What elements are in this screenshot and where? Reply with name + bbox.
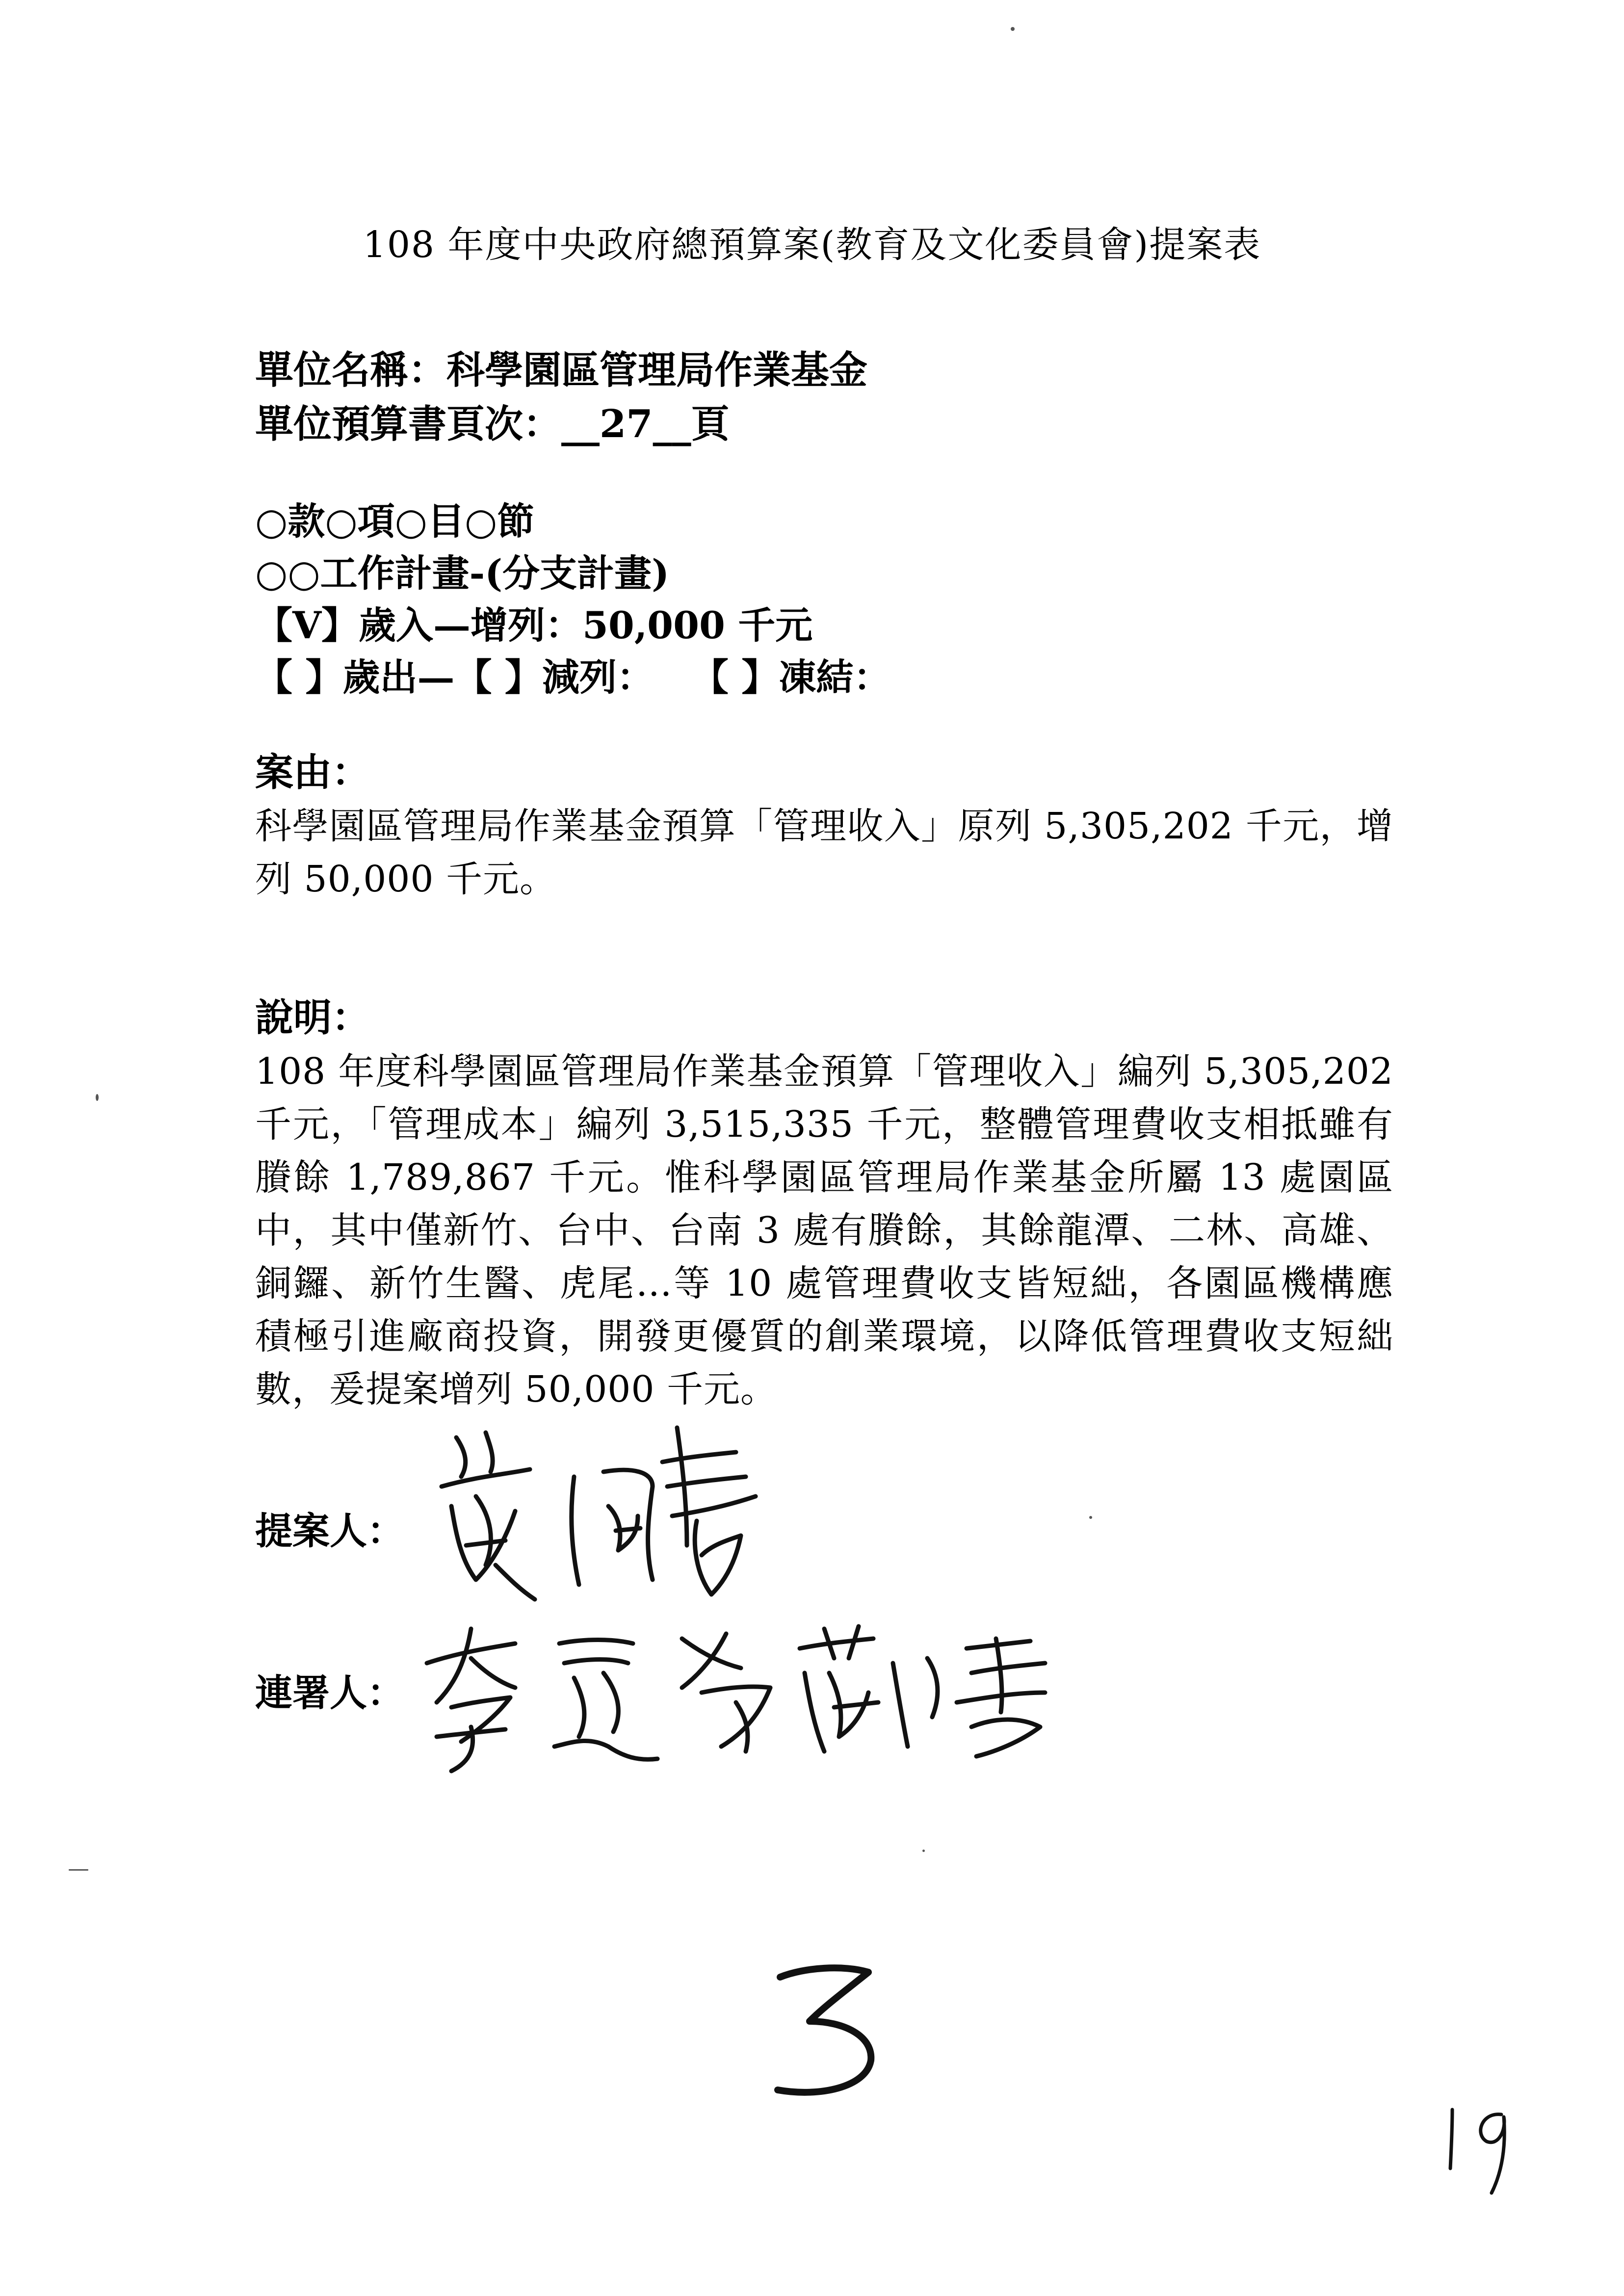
unit-page-line — [255, 397, 1393, 451]
scan-speck — [1011, 27, 1015, 31]
unit-name-value: 科學園區管理局作業基金 — [446, 348, 868, 392]
reason-heading: 案由： — [255, 750, 370, 795]
unit-name-label: 單位名稱： — [255, 348, 447, 392]
scan-speck — [922, 1850, 925, 1852]
explanation-section — [255, 991, 1393, 1416]
budget-line-2: ○○工作計畫-(分支計畫) — [255, 551, 670, 595]
page-title: 108 年度中央政府總預算案(教育及文化委員會)提案表 — [363, 224, 1261, 266]
scan-speck — [1089, 1516, 1092, 1519]
unit-page-label: 單位預算書頁次： — [255, 402, 562, 446]
budget-section — [255, 496, 1393, 704]
budget-line-3: 【V】歲入—增列：50,000 千元 — [255, 603, 813, 647]
unit-page-prefix: __ — [561, 402, 600, 446]
proposer-label: 提案人： — [255, 1509, 404, 1553]
unit-name-line — [255, 343, 1393, 397]
handwritten-item-number — [765, 1957, 893, 2105]
cosigner-signature — [407, 1619, 1094, 1781]
scan-speck — [96, 1094, 99, 1101]
explanation-heading: 說明： — [255, 995, 370, 1040]
cosigner-label: 連署人： — [255, 1671, 404, 1715]
proposer-signature — [422, 1418, 765, 1614]
scan-speck — [69, 1869, 88, 1871]
reason-text: 科學園區管理局作業基金預算「管理收入」原列 5,305,202 千元，增列 50,000 千元。 — [255, 805, 1393, 900]
reason-section — [255, 746, 1393, 906]
unit-page-suffix: __頁 — [653, 402, 730, 446]
unit-section — [255, 343, 1393, 451]
handwritten-page-number — [1438, 2095, 1526, 2208]
unit-page-value: 27 — [600, 402, 653, 446]
explanation-text: 108 年度科學園區管理局作業基金預算「管理收入」編列 5,305,202 千元，「管理成本」編列 3,515,335 千元，整體管理費收支相抵雖有賸餘 1,789,867 千元。惟科學園區管理局作業基金所屬 13 處園區中，其中僅新竹、台中、台南 3 處有賸餘，其餘龍潭、二林、高雄、銅鑼、新竹生醫、虎尾…等 10 處管理費收支皆短絀，各園區機構應積極引進廠商投資，開發更優質的創業環境，以降低管理費收支短絀數，爰提案增列 50,000 千元。 — [255, 1050, 1393, 1410]
budget-line-1: ○款○項○目○節 — [255, 499, 535, 543]
budget-line-4: 【 】歲出—【 】減列： 【 】凍結： — [255, 655, 891, 699]
